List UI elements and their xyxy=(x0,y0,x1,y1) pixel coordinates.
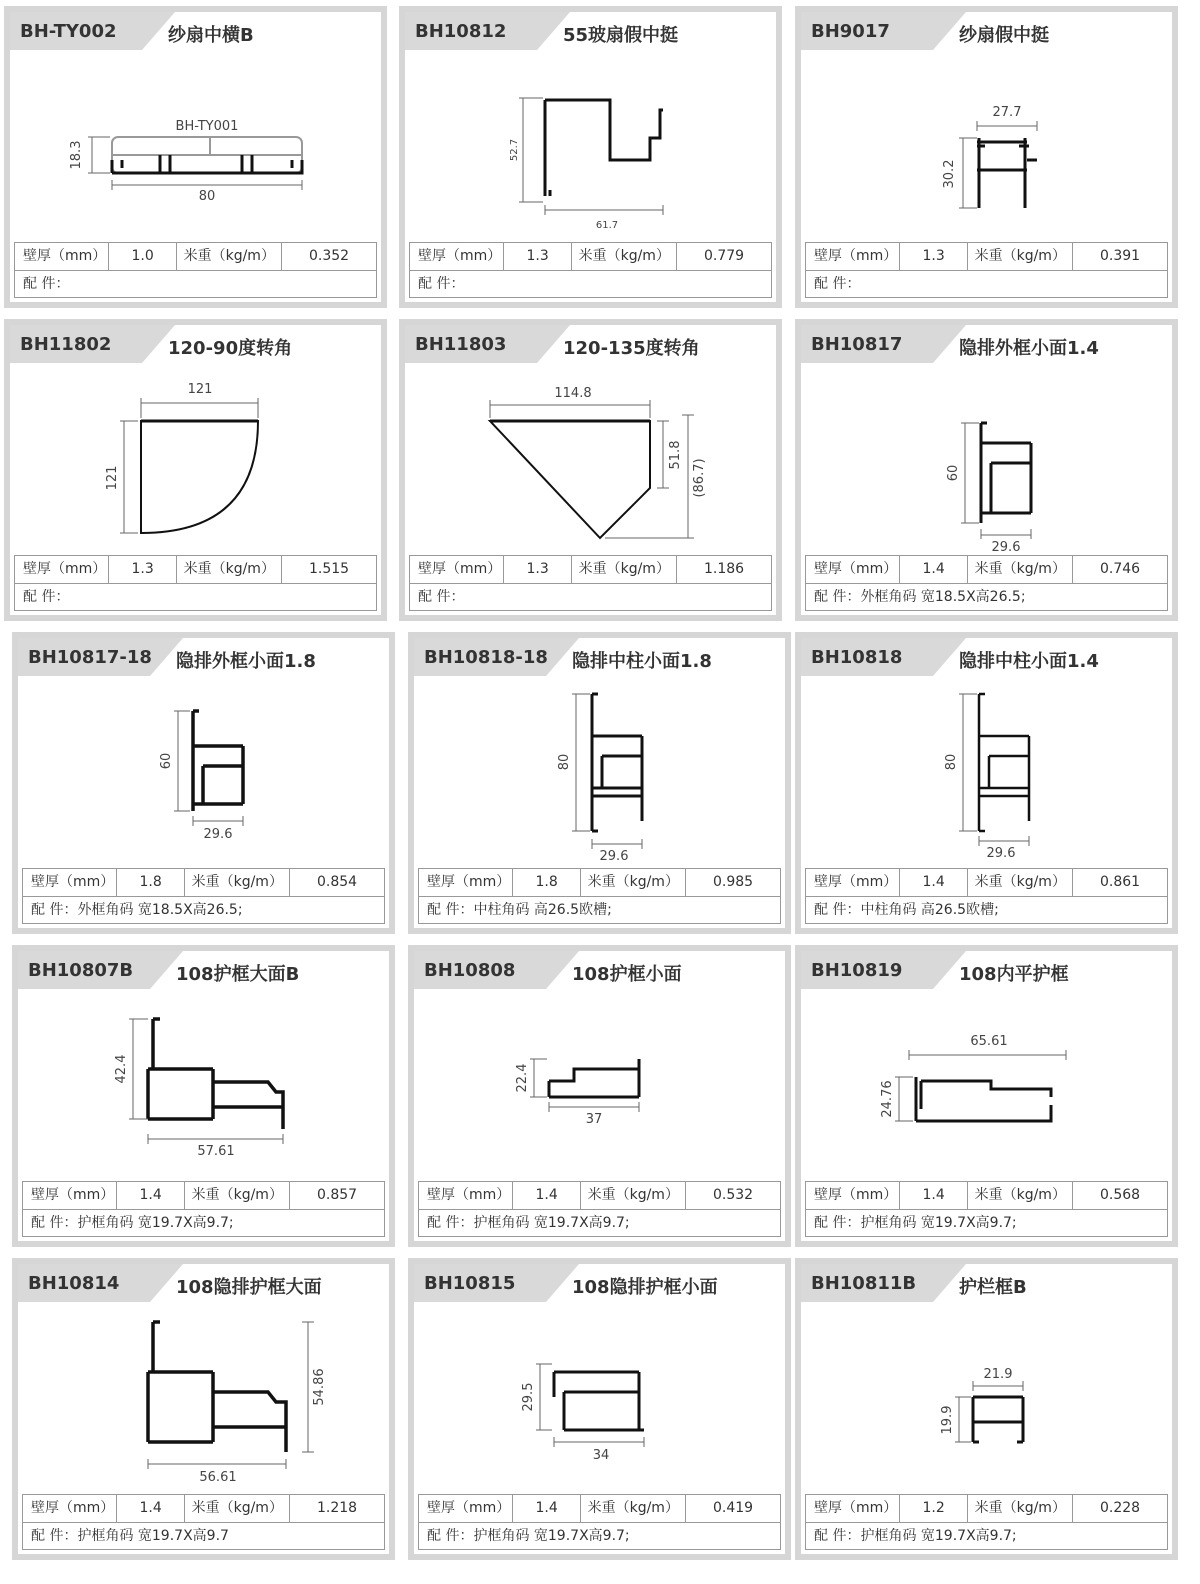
profile-svg xyxy=(414,676,785,868)
wall-value: 1.0 xyxy=(109,243,178,270)
fittings-value: 中柱角码 高26.5欧槽; xyxy=(860,902,999,918)
product-code: BH10817-18 xyxy=(28,647,152,668)
product-card xyxy=(795,319,1178,621)
fittings-label: 配 件： xyxy=(814,276,861,292)
fittings-value: 护框角码 宽19.7X高9.7; xyxy=(860,1528,1017,1544)
fittings-value: 护框角码 宽19.7X高9.7; xyxy=(473,1528,630,1544)
profile-svg xyxy=(801,676,1172,868)
spec-table xyxy=(22,868,385,924)
spec-table xyxy=(409,555,772,611)
profile-svg xyxy=(18,1302,389,1494)
product-code: BH10808 xyxy=(424,960,516,981)
fittings-value: 中柱角码 高26.5欧槽; xyxy=(473,902,612,918)
wall-value: 1.3 xyxy=(504,556,573,583)
product-card xyxy=(795,1258,1178,1560)
profile-drawing xyxy=(801,50,1172,242)
wall-value: 1.4 xyxy=(513,1182,582,1209)
product-card xyxy=(12,1258,395,1560)
wall-label: 壁厚（mm） xyxy=(806,556,900,583)
dim-label: 80 xyxy=(944,753,959,771)
fittings-label: 配 件： xyxy=(23,589,70,605)
product-name: 120-135度转角 xyxy=(563,338,700,359)
dim-label: 29.6 xyxy=(203,827,233,842)
product-code: BH10811B xyxy=(811,1273,917,1294)
spec-table xyxy=(418,868,781,924)
profile-drawing xyxy=(414,1302,785,1494)
profile-drawing xyxy=(405,363,776,555)
dim-label: 27.7 xyxy=(992,105,1022,120)
wall-value: 1.4 xyxy=(900,869,969,896)
profile-drawing xyxy=(405,50,776,242)
card-header xyxy=(801,12,1172,50)
product-name: 108隐排护框大面 xyxy=(176,1277,322,1298)
fittings-row xyxy=(419,1523,780,1550)
weight-value: 0.419 xyxy=(713,1500,754,1516)
weight-value: 0.746 xyxy=(1100,561,1141,577)
profile-svg xyxy=(10,50,381,242)
spec-table xyxy=(14,242,377,298)
dim-label: (86.7) xyxy=(692,458,707,498)
wall-value: 1.3 xyxy=(109,556,178,583)
weight-label: 米重（kg/m） xyxy=(177,556,282,583)
spec-table xyxy=(418,1181,781,1237)
fittings-value: 外框角码 宽18.5X高26.5; xyxy=(860,589,1026,605)
fittings-value: 护框角码 宽19.7X高9.7 xyxy=(77,1528,229,1544)
weight-label: 米重（kg/m） xyxy=(968,1495,1073,1522)
dim-label: 54.86 xyxy=(312,1368,327,1406)
profile-drawing xyxy=(801,1302,1172,1494)
weight-label: 米重（kg/m） xyxy=(572,243,677,270)
fittings-row xyxy=(15,271,376,298)
wall-label: 壁厚（mm） xyxy=(806,1495,900,1522)
wall-label: 壁厚（mm） xyxy=(806,869,900,896)
wall-value: 1.2 xyxy=(900,1495,969,1522)
product-name: 护栏框B xyxy=(959,1277,1027,1298)
spec-table xyxy=(22,1494,385,1550)
wall-value: 1.3 xyxy=(504,243,573,270)
dim-label: 37 xyxy=(585,1112,603,1127)
product-card xyxy=(4,319,387,621)
dim-label: 22.4 xyxy=(515,1063,530,1093)
wall-value: 1.4 xyxy=(900,556,969,583)
weight-label: 米重（kg/m） xyxy=(177,243,282,270)
wall-label: 壁厚（mm） xyxy=(410,243,504,270)
wall-label: 壁厚（mm） xyxy=(419,869,513,896)
wall-label: 壁厚（mm） xyxy=(806,243,900,270)
dim-label: 52.7 xyxy=(509,138,520,162)
card-header xyxy=(405,12,776,50)
card-header xyxy=(10,12,381,50)
product-code: BH10818-18 xyxy=(424,647,548,668)
weight-value: 0.228 xyxy=(1100,1500,1141,1516)
dim-label: 18.3 xyxy=(69,140,84,170)
card-header xyxy=(18,951,389,989)
product-card xyxy=(399,319,782,621)
weight-value: 0.391 xyxy=(1100,248,1141,264)
fittings-label: 配 件： xyxy=(31,1528,78,1544)
weight-label: 米重（kg/m） xyxy=(185,869,290,896)
card-header xyxy=(414,638,785,676)
fittings-label: 配 件： xyxy=(427,1215,474,1231)
fittings-label: 配 件： xyxy=(814,1528,861,1544)
fittings-value: 护框角码 宽19.7X高9.7; xyxy=(860,1215,1017,1231)
product-name: 隐排外框小面1.4 xyxy=(959,338,1099,359)
product-card xyxy=(795,6,1178,308)
spec-table xyxy=(805,555,1168,611)
dim-label: 80 xyxy=(198,189,216,204)
fittings-label: 配 件： xyxy=(31,902,78,918)
wall-label: 壁厚（mm） xyxy=(419,1182,513,1209)
wall-label: 壁厚（mm） xyxy=(15,243,109,270)
card-header xyxy=(414,951,785,989)
wall-value: 1.4 xyxy=(117,1495,186,1522)
product-name: 纱扇假中挺 xyxy=(959,25,1049,46)
card-header xyxy=(10,325,381,363)
profile-svg xyxy=(801,50,1172,242)
card-header xyxy=(405,325,776,363)
weight-value: 0.861 xyxy=(1100,874,1141,890)
wall-value: 1.8 xyxy=(513,869,582,896)
dim-label: 51.8 xyxy=(668,440,683,470)
spec-table xyxy=(418,1494,781,1550)
profile-svg xyxy=(18,989,389,1181)
fittings-row xyxy=(419,897,780,924)
fittings-label: 配 件： xyxy=(23,276,70,292)
product-name: 120-90度转角 xyxy=(168,338,293,359)
fittings-label: 配 件： xyxy=(427,902,474,918)
profile-drawing xyxy=(18,1302,389,1494)
spec-table xyxy=(805,868,1168,924)
wall-value: 1.4 xyxy=(900,1182,969,1209)
weight-value: 1.515 xyxy=(309,561,350,577)
fittings-value: 外框角码 宽18.5X高26.5; xyxy=(77,902,243,918)
product-code: BH10815 xyxy=(424,1273,516,1294)
profile-svg xyxy=(10,363,381,555)
weight-label: 米重（kg/m） xyxy=(581,1182,686,1209)
fittings-row xyxy=(806,897,1167,924)
wall-value: 1.4 xyxy=(513,1495,582,1522)
profile-drawing xyxy=(10,363,381,555)
weight-value: 0.857 xyxy=(317,1187,358,1203)
profile-drawing xyxy=(414,989,785,1181)
weight-label: 米重（kg/m） xyxy=(968,1182,1073,1209)
wall-label: 壁厚（mm） xyxy=(410,556,504,583)
product-card xyxy=(12,632,395,934)
profile-drawing xyxy=(801,363,1172,555)
dim-label: 34 xyxy=(592,1448,610,1463)
weight-value: 0.854 xyxy=(317,874,358,890)
fittings-value: 护框角码 宽19.7X高9.7; xyxy=(473,1215,630,1231)
product-card xyxy=(12,945,395,1247)
dim-label: 80 xyxy=(557,753,572,771)
weight-value: 0.779 xyxy=(704,248,745,264)
product-code: BH10819 xyxy=(811,960,903,981)
card-header xyxy=(801,1264,1172,1302)
profile-drawing xyxy=(414,676,785,868)
card-header xyxy=(801,325,1172,363)
spec-table xyxy=(805,1494,1168,1550)
product-name: 55玻扇假中挺 xyxy=(563,25,679,46)
fittings-row xyxy=(806,1523,1167,1550)
card-header xyxy=(18,638,389,676)
dim-label: 121 xyxy=(105,465,120,491)
fittings-row xyxy=(419,1210,780,1237)
profile-svg xyxy=(414,1302,785,1494)
weight-label: 米重（kg/m） xyxy=(572,556,677,583)
profile-svg xyxy=(18,676,389,868)
product-name: 隐排中柱小面1.4 xyxy=(959,651,1099,672)
wall-label: 壁厚（mm） xyxy=(23,1495,117,1522)
fittings-row xyxy=(806,271,1167,298)
wall-label: 壁厚（mm） xyxy=(806,1182,900,1209)
weight-value: 0.532 xyxy=(713,1187,754,1203)
profile-svg xyxy=(405,50,776,242)
product-code: BH10817 xyxy=(811,334,903,355)
fittings-label: 配 件： xyxy=(418,589,465,605)
wall-value: 1.3 xyxy=(900,243,969,270)
weight-label: 米重（kg/m） xyxy=(185,1495,290,1522)
product-card xyxy=(795,632,1178,934)
weight-value: 1.218 xyxy=(317,1500,358,1516)
product-code: BH10807B xyxy=(28,960,134,981)
dim-label: BH-TY001 xyxy=(175,119,239,134)
weight-label: 米重（kg/m） xyxy=(581,869,686,896)
product-code: BH10818 xyxy=(811,647,903,668)
dim-label: 29.6 xyxy=(599,849,629,864)
fittings-row xyxy=(410,271,771,298)
product-card xyxy=(408,632,791,934)
spec-table xyxy=(409,242,772,298)
weight-label: 米重（kg/m） xyxy=(968,869,1073,896)
profile-drawing xyxy=(801,989,1172,1181)
fittings-value: 护框角码 宽19.7X高9.7; xyxy=(77,1215,234,1231)
dim-label: 29.6 xyxy=(986,846,1016,861)
product-card xyxy=(4,6,387,308)
weight-label: 米重（kg/m） xyxy=(968,556,1073,583)
wall-label: 壁厚（mm） xyxy=(419,1495,513,1522)
product-name: 纱扇中横B xyxy=(168,25,254,46)
dim-label: 60 xyxy=(159,752,174,770)
wall-label: 壁厚（mm） xyxy=(23,869,117,896)
dim-label: 114.8 xyxy=(554,386,592,401)
profile-drawing xyxy=(10,50,381,242)
profile-svg xyxy=(801,363,1172,555)
profile-svg xyxy=(414,989,785,1181)
weight-label: 米重（kg/m） xyxy=(581,1495,686,1522)
fittings-label: 配 件： xyxy=(418,276,465,292)
weight-value: 1.186 xyxy=(704,561,745,577)
product-card xyxy=(399,6,782,308)
product-name: 隐排外框小面1.8 xyxy=(176,651,316,672)
card-header xyxy=(801,951,1172,989)
product-code: BH11803 xyxy=(415,334,507,355)
product-card xyxy=(408,1258,791,1560)
card-header xyxy=(18,1264,389,1302)
fittings-row xyxy=(806,584,1167,611)
profile-drawing xyxy=(18,989,389,1181)
card-header xyxy=(414,1264,785,1302)
weight-value: 0.985 xyxy=(713,874,754,890)
dim-label: 42.4 xyxy=(114,1054,129,1084)
wall-label: 壁厚（mm） xyxy=(23,1182,117,1209)
fittings-label: 配 件： xyxy=(814,1215,861,1231)
fittings-row xyxy=(23,1523,384,1550)
product-code: BH10812 xyxy=(415,21,507,42)
dim-label: 19.9 xyxy=(940,1405,955,1435)
product-card xyxy=(795,945,1178,1247)
product-card xyxy=(408,945,791,1247)
spec-table xyxy=(805,1181,1168,1237)
weight-label: 米重（kg/m） xyxy=(185,1182,290,1209)
spec-table xyxy=(805,242,1168,298)
fittings-row xyxy=(23,1210,384,1237)
fittings-label: 配 件： xyxy=(31,1215,78,1231)
dim-label: 21.9 xyxy=(983,1367,1013,1382)
wall-value: 1.4 xyxy=(117,1182,186,1209)
dim-label: 121 xyxy=(187,382,213,397)
fittings-label: 配 件： xyxy=(814,902,861,918)
dim-label: 56.61 xyxy=(199,1470,237,1485)
product-name: 108护框大面B xyxy=(176,964,300,985)
wall-value: 1.8 xyxy=(117,869,186,896)
product-code: BH10814 xyxy=(28,1273,120,1294)
dim-label: 65.61 xyxy=(970,1034,1008,1049)
fittings-label: 配 件： xyxy=(427,1528,474,1544)
product-code: BH9017 xyxy=(811,21,890,42)
product-name: 隐排中柱小面1.8 xyxy=(572,651,712,672)
product-name: 108护框小面 xyxy=(572,964,682,985)
product-name: 108内平护框 xyxy=(959,964,1069,985)
profile-drawing xyxy=(801,676,1172,868)
product-name: 108隐排护框小面 xyxy=(572,1277,718,1298)
fittings-row xyxy=(23,897,384,924)
dim-label: 29.6 xyxy=(991,540,1021,555)
profile-svg xyxy=(801,1302,1172,1494)
fittings-row xyxy=(410,584,771,611)
dim-label: 61.7 xyxy=(595,220,619,231)
product-code: BH11802 xyxy=(20,334,112,355)
profile-drawing xyxy=(18,676,389,868)
weight-value: 0.568 xyxy=(1100,1187,1141,1203)
wall-label: 壁厚（mm） xyxy=(15,556,109,583)
profile-svg xyxy=(405,363,776,555)
dim-label: 29.5 xyxy=(521,1382,536,1412)
weight-value: 0.352 xyxy=(309,248,350,264)
product-code: BH-TY002 xyxy=(20,21,117,42)
fittings-label: 配 件： xyxy=(814,589,861,605)
dim-label: 57.61 xyxy=(197,1144,235,1159)
weight-label: 米重（kg/m） xyxy=(968,243,1073,270)
dim-label: 60 xyxy=(946,464,961,482)
dim-label: 30.2 xyxy=(942,159,957,189)
spec-table xyxy=(22,1181,385,1237)
fittings-row xyxy=(15,584,376,611)
profile-svg xyxy=(801,989,1172,1181)
card-header xyxy=(801,638,1172,676)
dim-label: 24.76 xyxy=(880,1080,895,1118)
fittings-row xyxy=(806,1210,1167,1237)
spec-table xyxy=(14,555,377,611)
